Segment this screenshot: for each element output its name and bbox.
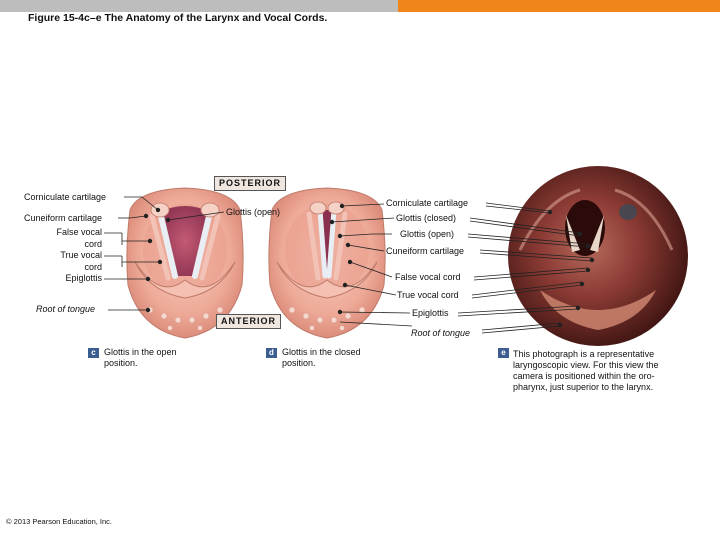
center-label-glottis-open: Glottis (open) [226,207,281,217]
caption-e-line-3: camera is positioned within the oro- [513,371,655,381]
left-label-true-vocal: True vocal [60,250,102,260]
left-label-false-vocal-2: cord [84,239,102,249]
right-label-true-vocal: True vocal cord [397,290,459,300]
right-label-root-tongue: Root of tongue [411,328,471,338]
caption-d-badge: d [266,348,277,358]
posterior-label: POSTERIOR [214,176,286,191]
right-label-false-vocal: False vocal cord [395,272,461,282]
caption-d-line-1: Glottis in the closed [282,347,361,357]
left-label-corniculate: Corniculate cartilage [24,192,107,202]
right-label-glottis-closed: Glottis (closed) [396,213,457,223]
right-label-epiglottis: Epiglottis [412,308,449,318]
laryngoscopic-photo [508,166,688,346]
larynx-closed-diagram [269,188,385,338]
right-label-corniculate: Corniculate cartilage [386,198,469,208]
caption-c-line-1: Glottis in the open [104,347,177,357]
caption-c-badge: c [88,348,99,358]
caption-e-text [513,349,659,393]
anterior-label: ANTERIOR [216,314,281,329]
caption-e-line-1: This photograph is a representative [513,349,655,359]
left-label-true-vocal-2: cord [84,262,102,272]
left-label-epiglottis: Epiglottis [65,273,102,283]
caption-c-text [104,347,177,369]
right-label-glottis-open: Glottis (open) [400,229,455,239]
caption-d-line-2: position. [282,358,316,368]
caption-e-line-2: laryngoscopic view. For this view the [513,360,659,370]
left-label-cuneiform: Cuneiform cartilage [24,213,103,223]
figure-title: Figure 15-4c–e The Anatomy of the Larynx and Vocal Cords. [28,12,328,24]
caption-e-badge: e [498,348,509,358]
caption-e-line-4: pharynx, just superior to the larynx. [513,382,654,392]
caption-c-line-2: position. [104,358,138,368]
left-label-false-vocal: False vocal [56,227,102,237]
caption-d-text [282,347,361,369]
right-label-cuneiform: Cuneiform cartilage [386,246,465,256]
left-label-root-tongue: Root of tongue [36,304,96,314]
copyright-notice: © 2013 Pearson Education, Inc. [6,517,113,526]
